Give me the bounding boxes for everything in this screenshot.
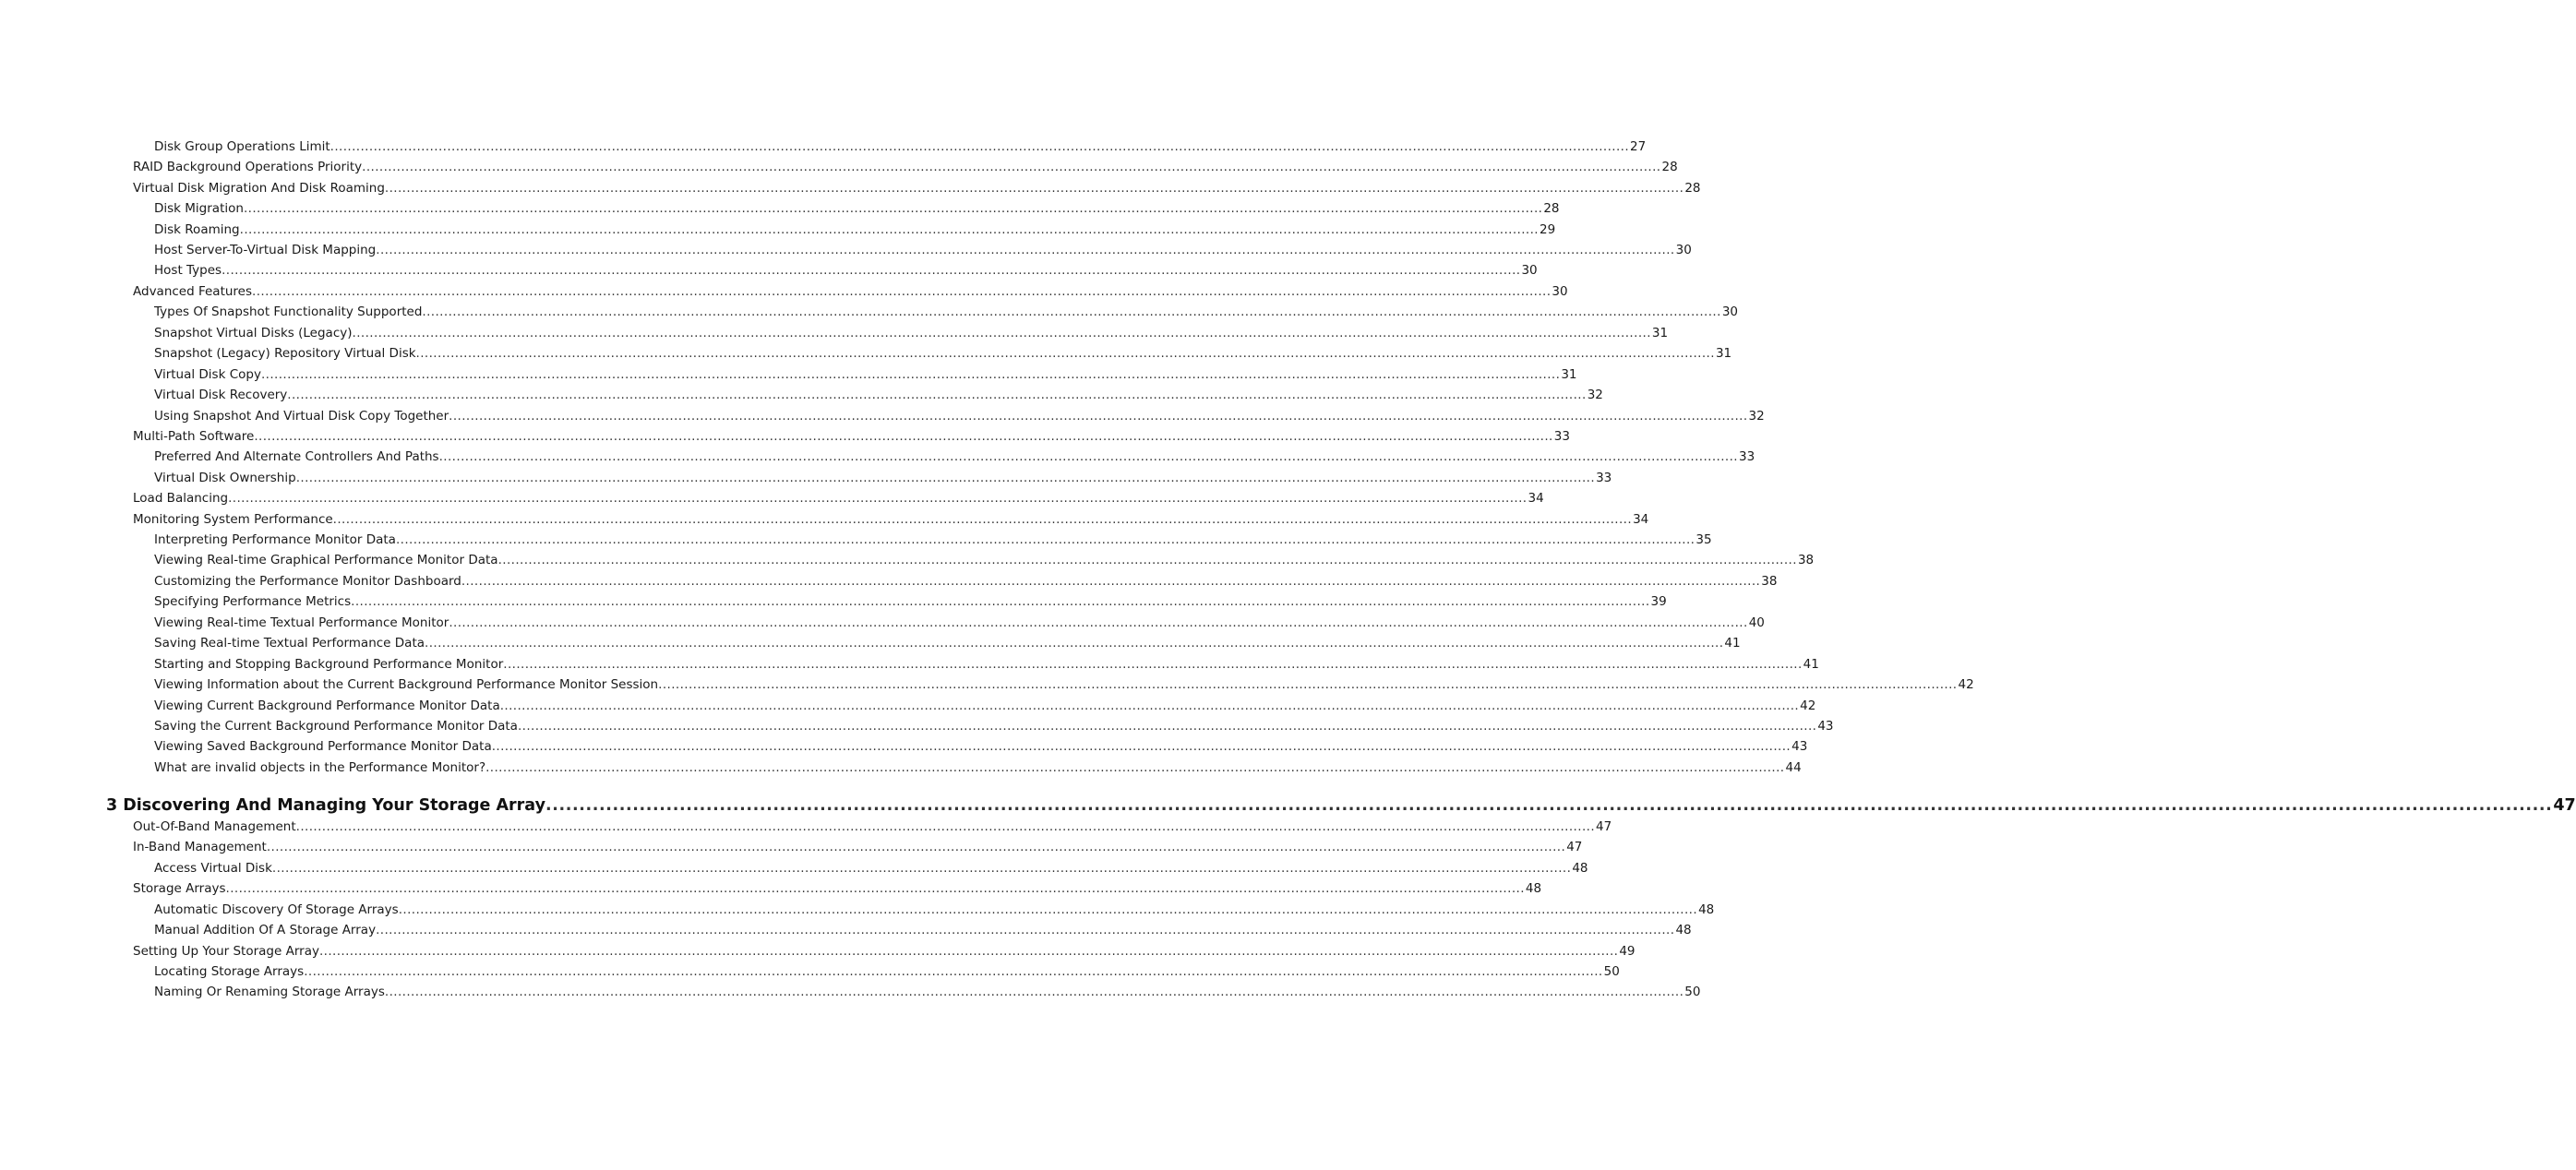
dot-leader: ............................................................................................................................................................................................................................................................................................................ bbox=[384, 181, 1684, 196]
toc-entry[interactable] bbox=[154, 200, 1560, 217]
toc-entry-title: Types Of Snapshot Functionality Supported bbox=[154, 304, 423, 319]
toc-entry-page-number: 33 bbox=[1553, 429, 1570, 444]
toc-entry[interactable] bbox=[154, 345, 1732, 362]
toc-entry-title: Customizing the Performance Monitor Dashboard bbox=[154, 574, 461, 589]
dot-leader: ............................................................................................................................................................................................................................................................................................................ bbox=[545, 796, 2553, 815]
toc-entry-page-number: 43 bbox=[1817, 719, 1834, 734]
toc-entry-page-number: 38 bbox=[1761, 574, 1778, 589]
dot-leader: ............................................................................................................................................................................................................................................................................................................ bbox=[352, 326, 1651, 340]
toc-entry-page-number: 42 bbox=[1800, 698, 1816, 713]
toc-chapter-entry[interactable] bbox=[106, 795, 2576, 816]
toc-entry-title: Viewing Information about the Current Background Performance Monitor Session bbox=[154, 677, 659, 692]
toc-entry[interactable] bbox=[133, 490, 1544, 507]
dot-leader: ............................................................................................................................................................................................................................................................................................................ bbox=[252, 284, 1552, 299]
dot-leader: ............................................................................................................................................................................................................................................................................................................ bbox=[376, 243, 1675, 257]
dot-leader: ............................................................................................................................................................................................................................................................................................................ bbox=[260, 367, 1561, 382]
toc-entry-page-number: 30 bbox=[1521, 263, 1538, 278]
toc-entry[interactable] bbox=[154, 615, 1765, 631]
dot-leader: ............................................................................................................................................................................................................................................................................................................ bbox=[499, 698, 1800, 713]
toc-entry[interactable] bbox=[133, 511, 1649, 528]
toc-entry-title: Virtual Disk Ownership bbox=[154, 471, 296, 485]
toc-entry-page-number: 39 bbox=[1650, 594, 1667, 609]
toc-entry-title: Out-Of-Band Management bbox=[133, 819, 296, 834]
toc-entry[interactable] bbox=[154, 138, 1647, 155]
toc-entry-page-number: 48 bbox=[1675, 923, 1692, 937]
dot-leader: ............................................................................................................................................................................................................................................................................................................ bbox=[376, 923, 1675, 937]
toc-entry[interactable] bbox=[154, 656, 1819, 673]
toc-entry-title: Snapshot Virtual Disks (Legacy) bbox=[154, 326, 353, 340]
toc-entry-page-number: 47 bbox=[1566, 840, 1583, 854]
dot-leader: ............................................................................................................................................................................................................................................................................................................ bbox=[449, 409, 1748, 424]
toc-entry[interactable] bbox=[154, 387, 1603, 403]
toc-entry-page-number: 42 bbox=[1958, 677, 1974, 692]
toc-entry-title: Starting and Stopping Background Performance Monitor bbox=[154, 657, 504, 672]
toc-entry-title: Setting Up Your Storage Array bbox=[133, 944, 319, 959]
toc-entry-page-number: 31 bbox=[1561, 367, 1577, 382]
toc-entry[interactable] bbox=[154, 922, 1692, 938]
dot-leader: ............................................................................................................................................................................................................................................................................................................ bbox=[503, 657, 1803, 672]
toc-entry-title: Multi-Path Software bbox=[133, 429, 255, 444]
toc-entry[interactable] bbox=[154, 635, 1741, 651]
toc-entry[interactable] bbox=[154, 759, 1802, 776]
toc-entry-title: Disk Roaming bbox=[154, 222, 240, 237]
toc-entry-title: Preferred And Alternate Controllers And Paths bbox=[154, 449, 439, 464]
dot-leader: ............................................................................................................................................................................................................................................................................................................ bbox=[497, 553, 1797, 567]
toc-entry[interactable] bbox=[154, 738, 1808, 755]
toc-entry[interactable] bbox=[154, 325, 1669, 341]
toc-entry-page-number: 32 bbox=[1587, 388, 1603, 402]
dot-leader: ............................................................................................................................................................................................................................................................................................................ bbox=[222, 263, 1521, 278]
toc-entry-page-number: 49 bbox=[1619, 944, 1635, 959]
toc-entry-title: RAID Background Operations Priority bbox=[133, 160, 363, 174]
toc-entry-title: Monitoring System Performance bbox=[133, 512, 333, 527]
toc-entry[interactable] bbox=[133, 283, 1568, 300]
toc-entry[interactable] bbox=[154, 984, 1701, 1000]
toc-entry-title: Virtual Disk Recovery bbox=[154, 388, 288, 402]
toc-entry-page-number: 41 bbox=[1803, 657, 1819, 672]
toc-entry-title: Automatic Discovery Of Storage Arrays bbox=[154, 902, 399, 917]
dot-leader: ............................................................................................................................................................................................................................................................................................................ bbox=[225, 881, 1525, 896]
toc-entry-page-number: 47 bbox=[2553, 796, 2576, 815]
toc-entry-page-number: 29 bbox=[1540, 222, 1556, 237]
toc-entry[interactable] bbox=[154, 573, 1778, 590]
toc-entry-page-number: 30 bbox=[1552, 284, 1568, 299]
toc-entry-page-number: 31 bbox=[1651, 326, 1669, 340]
toc-entry-page-number: 43 bbox=[1791, 739, 1808, 754]
toc-entry-title: Manual Addition Of A Storage Array bbox=[154, 923, 377, 937]
dot-leader: ............................................................................................................................................................................................................................................................................................................ bbox=[485, 760, 1785, 775]
toc-entry-title: Disk Group Operations Limit bbox=[154, 139, 330, 154]
toc-entry-title: Virtual Disk Copy bbox=[154, 367, 261, 382]
dot-leader: ............................................................................................................................................................................................................................................................................................................ bbox=[295, 819, 1596, 834]
dot-leader: ............................................................................................................................................................................................................................................................................................................ bbox=[304, 964, 1603, 979]
toc-entry[interactable] bbox=[154, 262, 1538, 279]
toc-entry[interactable] bbox=[154, 242, 1692, 258]
toc-entry-page-number: 38 bbox=[1797, 553, 1815, 567]
dot-leader: ............................................................................................................................................................................................................................................................................................................ bbox=[295, 471, 1596, 485]
toc-entry[interactable] bbox=[133, 180, 1701, 197]
toc-entry-title: Advanced Features bbox=[133, 284, 253, 299]
toc-entry-title: Storage Arrays bbox=[133, 881, 226, 896]
dot-leader: ............................................................................................................................................................................................................................................................................................................ bbox=[351, 594, 1650, 609]
toc-entry-page-number: 48 bbox=[1698, 902, 1715, 917]
toc-entry-page-number: 32 bbox=[1748, 409, 1765, 424]
dot-leader: ............................................................................................................................................................................................................................................................................................................ bbox=[658, 677, 1958, 692]
toc-entry-page-number: 48 bbox=[1525, 881, 1542, 896]
toc-entry-page-number: 48 bbox=[1572, 861, 1588, 876]
toc-entry[interactable] bbox=[154, 448, 1755, 465]
toc-entry[interactable] bbox=[133, 818, 1612, 835]
dot-leader: ............................................................................................................................................................................................................................................................................................................ bbox=[271, 861, 1572, 876]
toc-entry[interactable] bbox=[154, 531, 1712, 548]
toc-entry-page-number: 27 bbox=[1630, 139, 1647, 154]
toc-entry-page-number: 40 bbox=[1748, 615, 1765, 630]
toc-entry[interactable] bbox=[154, 470, 1612, 486]
toc-entry[interactable] bbox=[133, 880, 1542, 897]
toc-entry[interactable] bbox=[133, 839, 1583, 855]
toc-entry-title: Saving the Current Background Performance Monitor Data bbox=[154, 719, 518, 734]
toc-entry-title: 3 Discovering And Managing Your Storage Array bbox=[106, 796, 545, 815]
toc-entry-page-number: 50 bbox=[1684, 985, 1701, 999]
toc-entry-page-number: 30 bbox=[1675, 243, 1692, 257]
toc-entry-title: Viewing Current Background Performance Monitor Data bbox=[154, 698, 500, 713]
toc-entry[interactable] bbox=[154, 698, 1816, 714]
toc-entry-page-number: 44 bbox=[1785, 760, 1802, 775]
dot-leader: ............................................................................................................................................................................................................................................................................................................ bbox=[332, 512, 1633, 527]
dot-leader: ............................................................................................................................................................................................................................................................................................................ bbox=[395, 532, 1695, 547]
toc-entry[interactable] bbox=[154, 552, 1815, 568]
dot-leader: ............................................................................................................................................................................................................................................................................................................ bbox=[461, 574, 1761, 589]
toc-entry-page-number: 35 bbox=[1695, 532, 1712, 547]
toc-entry-title: Viewing Real-time Graphical Performance Monitor Data bbox=[154, 553, 498, 567]
toc-entry-title: Naming Or Renaming Storage Arrays bbox=[154, 985, 385, 999]
toc-entry-title: Load Balancing bbox=[133, 491, 229, 506]
dot-leader: ............................................................................................................................................................................................................................................................................................................ bbox=[438, 449, 1738, 464]
dot-leader: ............................................................................................................................................................................................................................................................................................................ bbox=[491, 739, 1791, 754]
toc-entry-page-number: 50 bbox=[1603, 964, 1620, 979]
toc-entry[interactable] bbox=[154, 408, 1765, 424]
toc-entry-title: Specifying Performance Metrics bbox=[154, 594, 352, 609]
dot-leader: ............................................................................................................................................................................................................................................................................................................ bbox=[228, 491, 1528, 506]
toc-entry-page-number: 30 bbox=[1721, 304, 1738, 319]
toc-entry-page-number: 47 bbox=[1596, 819, 1612, 834]
toc-entry-title: Using Snapshot And Virtual Disk Copy Together bbox=[154, 409, 449, 424]
toc-entry[interactable] bbox=[154, 901, 1715, 918]
toc-entry-title: Access Virtual Disk bbox=[154, 861, 272, 876]
toc-entry-title: Locating Storage Arrays bbox=[154, 964, 305, 979]
dot-leader: ............................................................................................................................................................................................................................................................................................................ bbox=[266, 840, 1566, 854]
toc-entry-title: Saving Real-time Textual Performance Data bbox=[154, 636, 425, 651]
toc-entry-title: Disk Migration bbox=[154, 201, 244, 216]
toc-entry-title: What are invalid objects in the Performance Monitor? bbox=[154, 760, 486, 775]
toc-entry-title: Host Types bbox=[154, 263, 222, 278]
dot-leader: ............................................................................................................................................................................................................................................................................................................ bbox=[398, 902, 1698, 917]
toc-entry[interactable] bbox=[154, 718, 1834, 734]
dot-leader: ............................................................................................................................................................................................................................................................................................................ bbox=[254, 429, 1553, 444]
toc-entry-title: In-Band Management bbox=[133, 840, 267, 854]
dot-leader: ............................................................................................................................................................................................................................................................................................................ bbox=[425, 636, 1724, 651]
dot-leader: ............................................................................................................................................................................................................................................................................................................ bbox=[318, 944, 1619, 959]
dot-leader: ............................................................................................................................................................................................................................................................................................................ bbox=[517, 719, 1817, 734]
toc-entry-page-number: 31 bbox=[1715, 346, 1732, 361]
toc-entry-title: Viewing Real-time Textual Performance Monitor bbox=[154, 615, 449, 630]
toc-entry-page-number: 34 bbox=[1633, 512, 1649, 527]
dot-leader: ............................................................................................................................................................................................................................................................................................................ bbox=[287, 388, 1587, 402]
toc-entry[interactable] bbox=[154, 963, 1620, 980]
dot-leader: ............................................................................................................................................................................................................................................................................................................ bbox=[243, 201, 1543, 216]
toc-entry[interactable] bbox=[133, 943, 1635, 960]
dot-leader: ............................................................................................................................................................................................................................................................................................................ bbox=[449, 615, 1748, 630]
toc-entry-page-number: 34 bbox=[1528, 491, 1544, 506]
toc-entry-title: Virtual Disk Migration And Disk Roaming bbox=[133, 181, 385, 196]
toc-entry[interactable] bbox=[154, 221, 1556, 238]
dot-leader: ............................................................................................................................................................................................................................................................................................................ bbox=[362, 160, 1661, 174]
toc-entry[interactable] bbox=[133, 159, 1678, 175]
toc-entry-page-number: 28 bbox=[1543, 201, 1560, 216]
dot-leader: ............................................................................................................................................................................................................................................................................................................ bbox=[384, 985, 1684, 999]
toc-entry-page-number: 28 bbox=[1661, 160, 1678, 174]
toc-entry[interactable] bbox=[154, 593, 1667, 610]
toc-entry[interactable] bbox=[154, 366, 1577, 383]
toc-entry-page-number: 28 bbox=[1684, 181, 1701, 196]
toc-entry[interactable] bbox=[154, 860, 1588, 877]
toc-entry[interactable] bbox=[154, 676, 1974, 693]
toc-entry-page-number: 41 bbox=[1724, 636, 1741, 651]
dot-leader: ............................................................................................................................................................................................................................................................................................................ bbox=[329, 139, 1630, 154]
toc-entry[interactable] bbox=[133, 428, 1570, 445]
toc-entry[interactable] bbox=[154, 304, 1738, 320]
dot-leader: ............................................................................................................................................................................................................................................................................................................ bbox=[415, 346, 1715, 361]
dot-leader: ............................................................................................................................................................................................................................................................................................................ bbox=[422, 304, 1721, 319]
toc-entry-page-number: 33 bbox=[1596, 471, 1612, 485]
toc-entry-title: Viewing Saved Background Performance Monitor Data bbox=[154, 739, 492, 754]
dot-leader: ............................................................................................................................................................................................................................................................................................................ bbox=[239, 222, 1540, 237]
toc-entry-title: Interpreting Performance Monitor Data bbox=[154, 532, 396, 547]
toc-entry-page-number: 33 bbox=[1739, 449, 1755, 464]
toc-entry-title: Snapshot (Legacy) Repository Virtual Disk bbox=[154, 346, 416, 361]
toc-entry-title: Host Server-To-Virtual Disk Mapping bbox=[154, 243, 377, 257]
